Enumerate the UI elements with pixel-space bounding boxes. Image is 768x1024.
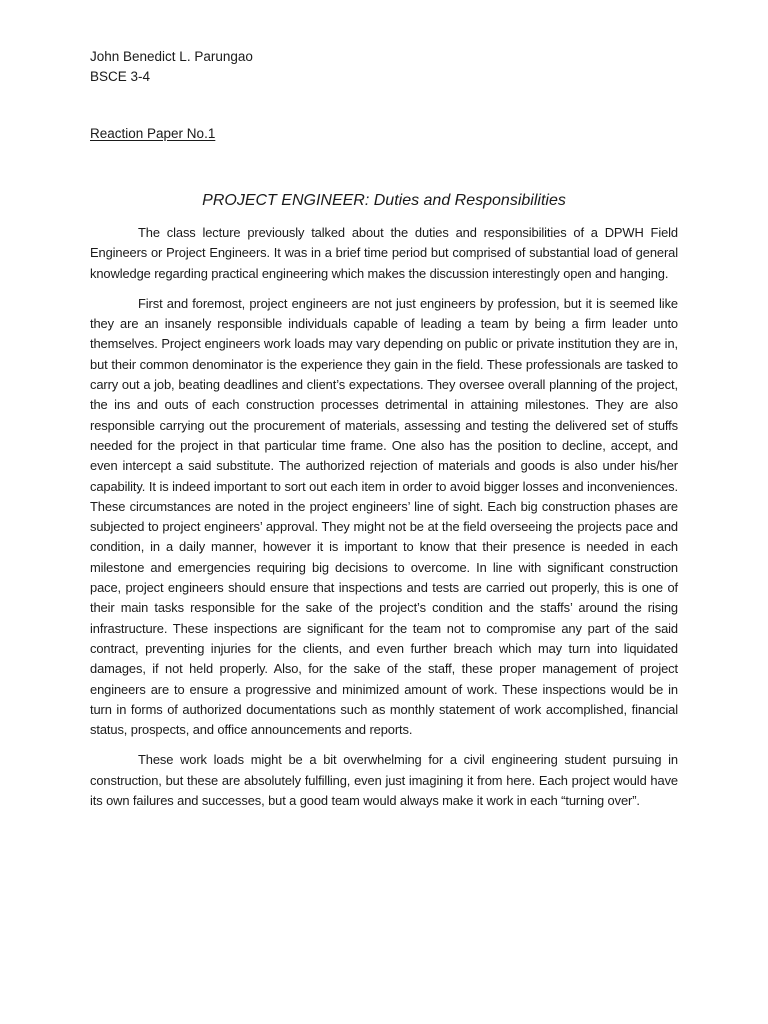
- course-section: BSCE 3-4: [90, 69, 151, 84]
- body-paragraph: The class lecture previously talked about the duties and responsibilities of a DPWH Field Engineers or Project Engineers. It was in a brief time period but comprised of substantial load of general knowledge regarding practical engineering which makes the discussion interestingly open and hanging.: [90, 225, 678, 281]
- body-paragraph: These work loads might be a bit overwhelming for a civil engineering student pursuing in construction, but these are absolutely fulfilling, even just imagining it from here. Each project would have its own failures and successes, but a good team would always make it work in each “turning over”.: [90, 752, 678, 809]
- paper-body: [90, 223, 678, 821]
- author-name: John Benedict L. Parungao: [90, 49, 253, 64]
- body-paragraph: First and foremost, project engineers are not just engineers by profession, but it is seemed like they are an insanely responsible individuals capable of leading a team by being a firm leader unto themselves. Project engineers work loads may vary depending on public or private institution they are in, but their common denominator is the experience they gain in the field. These professionals are tasked to carry out a job, beating deadlines and client’s expectations. They oversee overall planning of the project, the ins and outs of each construction processes detrimental in attaining milestones. They are also responsible carrying out the procurement of materials, assessing and testing the delivered set of stuffs needed for the project in that particular time frame. One also has the position to decline, accept, and even intercept a said substitute. The authorized rejection of materials and goods is also under his/her capability. It is indeed important to sort out each item in order to avoid bigger losses and inconveniences. These circumstances are noted in the project engineers’ line of sight. Each big construction phases are subjected to project engineers’ approval. They might not be at the field overseeing the projects pace and condition, in a daily manner, however it is important to know that their presence is needed in each milestone and emergencies requiring big decisions to overcome. In line with significant construction pace, project engineers should ensure that inspections and tests are carried out properly, this is one of their main tasks responsible for the sake of the project’s condition and the staffs’ around the rising infrastructure. These inspections are significant for the team not to compromise any part of the said contract, preventing injuries for the clients, and even further breach which may turn into liquidated damages, if not held properly. Also, for the sake of the staff, these proper management of project engineers are to ensure a progressive and minimized amount of work. These inspections would be in turn in forms of authorized documentations such as monthly statement of work accomplished, financial status, prospects, and office announcements and reports.: [90, 295, 678, 738]
- paper-subject: Reaction Paper No.1: [90, 126, 216, 141]
- author-block: [90, 47, 253, 87]
- paper-title: PROJECT ENGINEER: Duties and Responsibilities: [202, 192, 566, 209]
